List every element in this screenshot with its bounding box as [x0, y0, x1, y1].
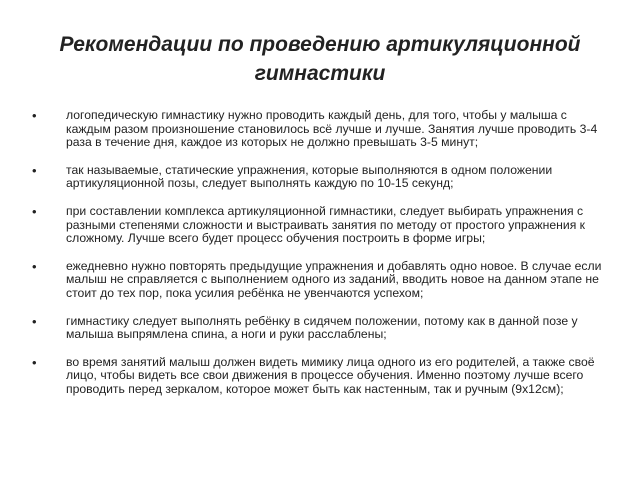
- bullet-icon: •: [32, 354, 37, 370]
- list-item-text: логопедическую гимнастику нужно проводить каждый день, для того, чтобы у малыша с каждым разом произношение становилось всё лучше и лучше. Занятия лучше проводить 3-4 раза в течение дня, каждое из которых не должно превышать 3-5 минут;: [66, 108, 598, 150]
- list-item-text: так называемые, статические упражнения, которые выполняются в одном положении артикуляционной позы, следует выполнять каждую по 10-15 секунд;: [66, 162, 553, 191]
- bullet-icon: •: [32, 203, 37, 219]
- list-item-text: во время занятий малыш должен видеть мимику лица одного из его родителей, а также своё лицо, чтобы видеть все свои движения в процессе обучения. Именно поэтому лучше всего проводить перед зеркалом, которое может быть как настенным, так и ручным (9х12см);: [66, 354, 595, 396]
- list-item: [30, 260, 608, 301]
- list-item: [30, 109, 608, 150]
- list-item-text: ежедневно нужно повторять предыдущие упражнения и добавлять одно новое. В случае если малыш не справляется с выполнением одного из заданий, вводить новое на данном этапе не стоит до тех пор, пока усилия ребёнка не увенчаются успехом;: [66, 258, 602, 300]
- slide-title: Рекомендации по проведению артикуляционной гимнастики: [59, 33, 581, 85]
- bullet-icon: •: [32, 313, 37, 329]
- bullet-icon: •: [32, 162, 37, 178]
- list-item: [30, 205, 608, 246]
- recommendations-list: [30, 109, 608, 411]
- list-item: [30, 356, 608, 397]
- list-item: [30, 164, 608, 191]
- bullet-icon: •: [32, 258, 37, 274]
- list-item-text: гимнастику следует выполнять ребёнку в сидячем положении, потому как в данной позе у малыша выпрямлена спина, а ноги и руки расслаблены;: [66, 313, 578, 342]
- list-item: [30, 315, 608, 342]
- list-item-text: при составлении комплекса артикуляционной гимнастики, следует выбирать упражнения с разными степенями сложности и выстраивать занятия по методу от простого упражнения к сложному. Лучше всего будет процесс обучения построить в форме игры;: [66, 203, 586, 246]
- bullet-icon: •: [32, 108, 37, 123]
